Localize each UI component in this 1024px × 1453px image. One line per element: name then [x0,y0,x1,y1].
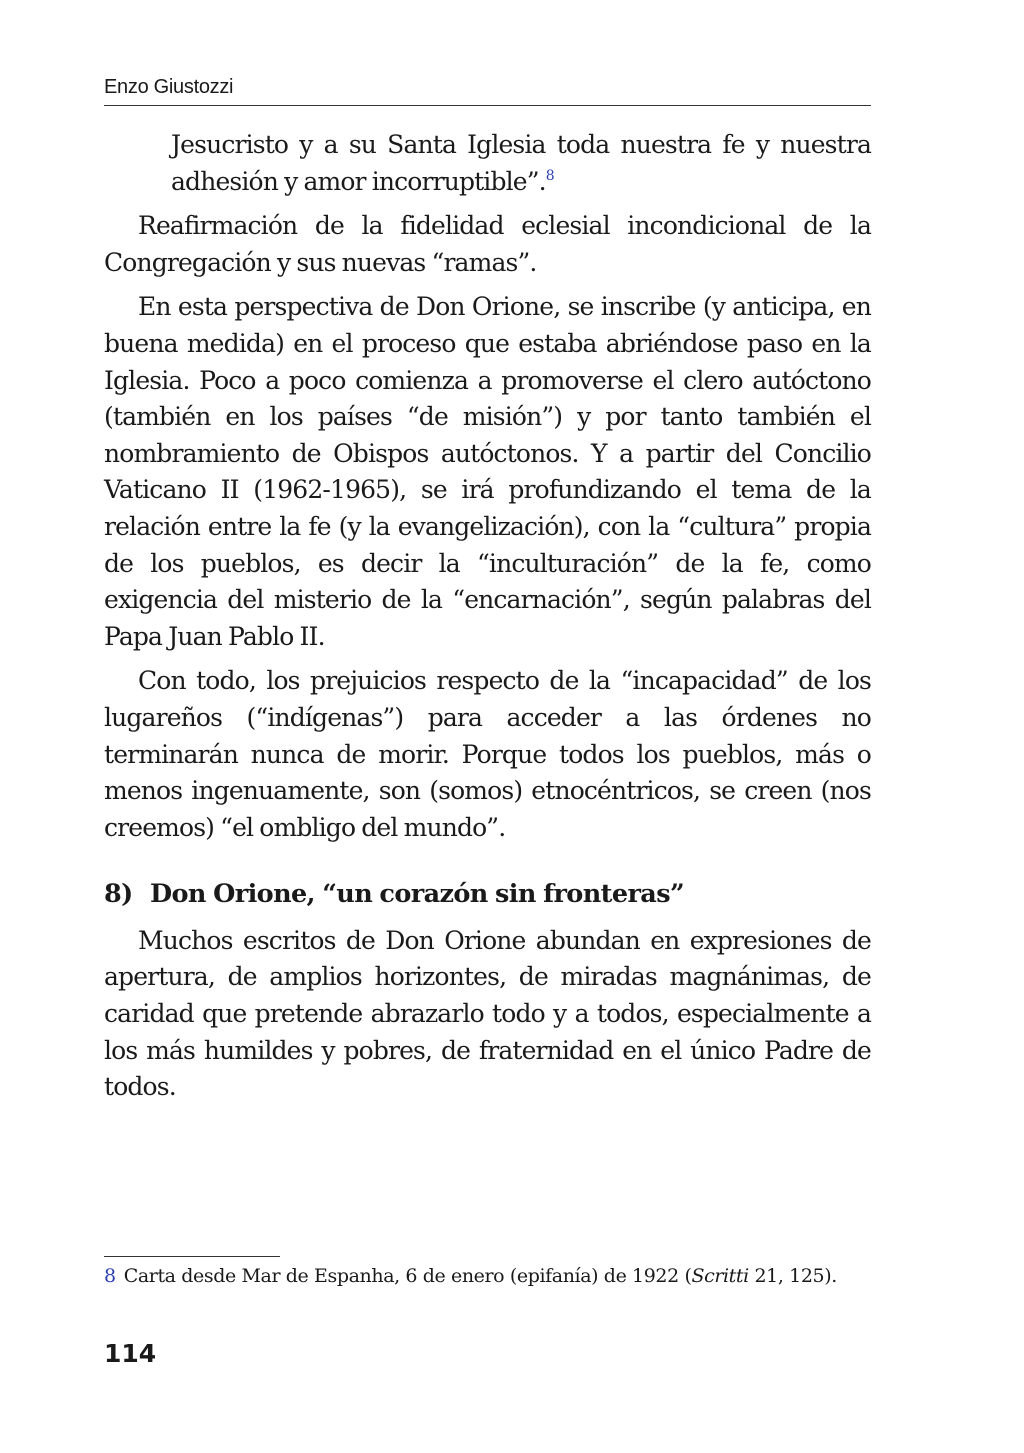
paragraph-3: Con todo, los prejuicios respecto de la “incapacidad” de los lugareños (“indígenas”) para acceder a las órdenes no terminarán nunca de morir. Porque todos los pueblos, más o menos ingenuamente, son (somos) etnocéntricos, se creen (nos creemos) “el ombligo del mundo”. [104,666,871,842]
footnote-text-after: 21, 125). [748,1265,837,1287]
running-head [104,74,871,106]
paragraph-1: Reafirmación de la fidelidad eclesial incondicional de la Congregación y sus nuevas “ramas”. [104,211,871,277]
main-text [104,127,871,1114]
footnote-divider [104,1256,280,1257]
section-heading [104,876,871,913]
footnote-reference[interactable]: 8 [545,167,555,184]
section-paragraph: Muchos escritos de Don Orione abundan en expresiones de apertura, de amplios horizontes, de miradas magnánimas, de caridad que pretende abrazarlo todo y a todos, especialmente a los más humildes y pobres, de fraternidad en el único Padre de todos. [104,925,871,1102]
section-number: 8) [104,879,133,910]
quote-text: Jesucristo y a su Santa Iglesia toda nuestra fe y nuestra adhesión y amor incorruptible”. [171,130,871,196]
footnote [104,1262,871,1290]
paragraph-2: En esta perspectiva de Don Orione, se inscribe (y anticipa, en buena medida) en el proceso que estaba abriéndose paso en la Iglesia. Poco a poco comienza a promoverse el clero autóctono (también en los países “de misión”) y por tanto también el nombramiento de Obispos autóctonos. Y a partir del Concilio Vaticano II (1962-1965), se irá profundizando el tema de la relación entre la fe (y la evangelización), con la “cultura” propia de los pueblos, es decir la “inculturación” de la fe, como exigencia del misterio de la “encarnación”, según palabras del Papa Juan Pablo II. [104,292,871,651]
section-title: Don Orione, “un corazón sin fronteras” [150,879,685,910]
running-head-author: Enzo Giustozzi [104,76,234,98]
footnote-text-before: Carta desde Mar de Espanha, 6 de enero (epifanía) de 1922 ( [123,1265,692,1287]
page-number: 114 [104,1339,157,1368]
footnote-number: 8 [104,1265,116,1287]
footnote-italic-title: Scritti [691,1265,749,1287]
block-quote [104,127,871,200]
